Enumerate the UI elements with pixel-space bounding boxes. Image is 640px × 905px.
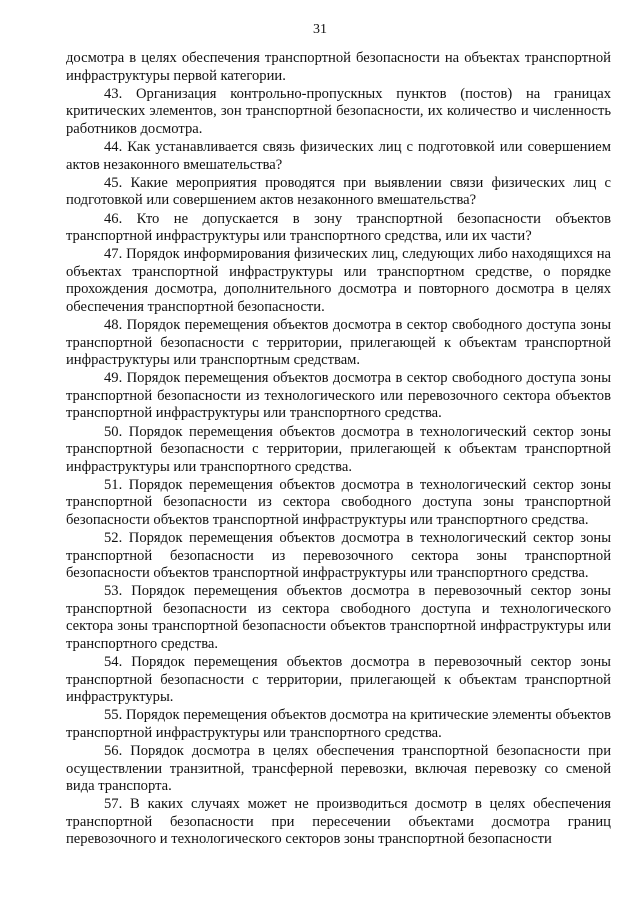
list-item-52: 52. Порядок перемещения объектов досмотра в технологический сектор зоны транспортной безопасности из перевозочного сектора зоны транспортной безопасности объектов транспортной инфраструктуры или транспортного средства. bbox=[66, 530, 611, 581]
page-number: 31 bbox=[313, 22, 327, 37]
list-item-43: 43. Организация контрольно-пропускных пунктов (постов) на границах критических элементов, зон транспортной безопасности, их количество и численность работников досмотра. bbox=[66, 85, 611, 137]
list-item-46: 46. Кто не допускается в зону транспортной безопасности объектов транспортной инфраструктуры или транспортного средства, или их части? bbox=[66, 210, 611, 244]
list-item-48: 48. Порядок перемещения объектов досмотра в сектор свободного доступа зоны транспортной безопасности с территории, прилегающей к объектам транспортной инфраструктуры или транспортным средствам. bbox=[66, 317, 611, 368]
list-item-45: 45. Какие мероприятия проводятся при выявлении связи физических лиц с подготовкой или совершением актов незаконного вмешательства? bbox=[66, 174, 611, 209]
list-item-54: 54. Порядок перемещения объектов досмотра в перевозочный сектор зоны транспортной безопасности с территории, прилегающей к объектам транспортной инфраструктуры. bbox=[66, 654, 611, 705]
list-item-49: 49. Порядок перемещения объектов досмотра в сектор свободного доступа зоны транспортной безопасности из технологического или перевозочного сектора объектов транспортной инфраструктуры или транспортного средства. bbox=[66, 370, 611, 422]
paragraph-continuation: досмотра в целях обеспечения транспортной безопасности на объектах транспортной инфраструктуры первой категории. bbox=[66, 50, 611, 84]
list-item-50: 50. Порядок перемещения объектов досмотра в технологический сектор зоны транспортной безопасности с территории, прилегающей к объектам транспортной инфраструктуры или транспортного средства. bbox=[66, 423, 611, 475]
list-item-51: 51. Порядок перемещения объектов досмотра в технологический сектор зоны транспортной безопасности из сектора свободного доступа зоны транспортной безопасности объектов транспортной инфраструктуры или транспортного средства. bbox=[66, 476, 611, 528]
list-item-47: 47. Порядок информирования физических лиц, следующих либо находящихся на объектах транспортной инфраструктуры или транспортном средстве, о порядке прохождения досмотра, дополнительного досмотра и повторного досмотра в целях обеспечения транспортной безопасности. bbox=[66, 246, 611, 315]
list-item-44: 44. Как устанавливается связь физических лиц с подготовкой или совершением актов незаконного вмешательства? bbox=[66, 139, 611, 173]
list-item-55: 55. Порядок перемещения объектов досмотра на критические элементы объектов транспортной инфраструктуры или транспортного средства. bbox=[66, 707, 611, 741]
list-item-56: 56. Порядок досмотра в целях обеспечения транспортной безопасности при осуществлении транзитной, трансферной перевозки, включая перевозку со сменой вида транспорта. bbox=[66, 743, 611, 794]
list-item-53: 53. Порядок перемещения объектов досмотра в перевозочный сектор зоны транспортной безопасности из сектора свободного доступа и технологического сектора зоны транспортной безопасности объектов транспортной инфраструктуры или транспортного средства. bbox=[66, 583, 611, 652]
document-body bbox=[66, 50, 611, 850]
list-item-57: 57. В каких случаях может не производиться досмотр в целях обеспечения транспортной безопасности при пересечении объектами досмотра границ перевозочного и технологического секторов зоны транспортной безопасности bbox=[66, 796, 611, 848]
